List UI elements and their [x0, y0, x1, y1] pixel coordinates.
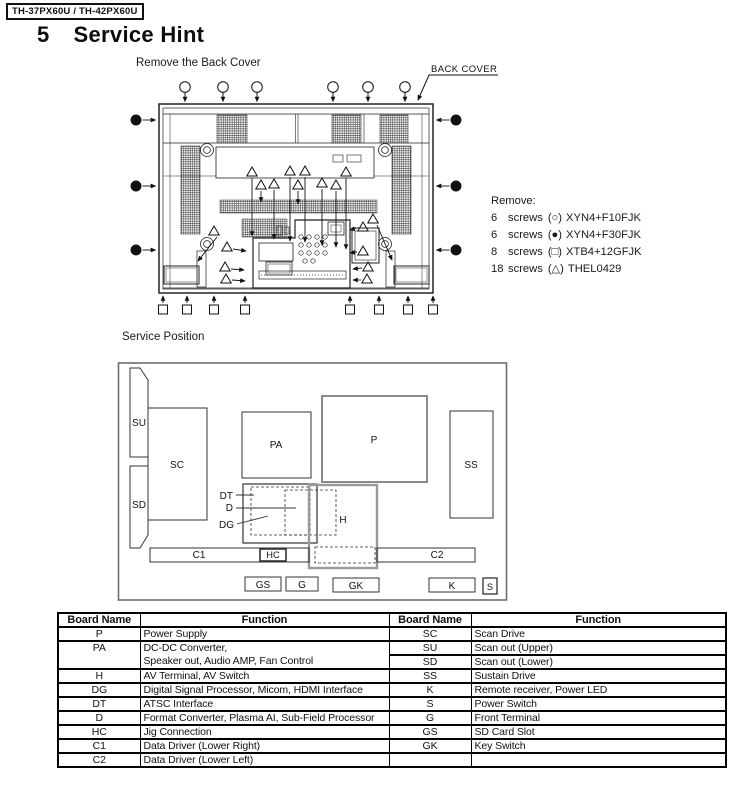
triangle-screw-icon: (△)	[547, 263, 564, 275]
board-name-cell: HC	[58, 725, 140, 739]
function-cell: Scan out (Upper)	[471, 641, 726, 655]
board-c2-dashed	[315, 547, 375, 563]
board-g-label: G	[298, 580, 306, 591]
board-dg-dashed	[285, 490, 336, 535]
board-su	[130, 368, 148, 457]
screw-line	[491, 261, 642, 278]
function-header: Function	[471, 613, 726, 627]
board-dt-dashed	[251, 487, 310, 535]
table-row	[58, 725, 726, 739]
table-row	[58, 739, 726, 753]
screw-part: THEL0429	[567, 263, 622, 275]
board-k-label: K	[448, 581, 456, 592]
board-d-label: D	[225, 503, 233, 514]
function-header: Function	[140, 613, 389, 627]
screw-count: 6	[491, 229, 498, 241]
board-p-label: P	[370, 435, 378, 446]
table-row	[58, 711, 726, 725]
section-title: Service Hint	[73, 22, 205, 47]
page-title	[37, 22, 204, 48]
board-name-cell: SS	[389, 669, 471, 683]
board-sc-label: SC	[170, 460, 184, 471]
board-c2	[377, 548, 475, 562]
leader-lines	[236, 495, 296, 524]
function-cell: AV Terminal, AV Switch	[140, 669, 389, 683]
function-cell: Key Switch	[471, 739, 726, 753]
top-screws-open-circle	[180, 82, 411, 102]
screw-count: 18	[491, 263, 504, 275]
board-name-cell: C1	[58, 739, 140, 753]
screw-line	[491, 210, 642, 227]
board-name-cell: S	[389, 697, 471, 711]
board-name-cell: DT	[58, 697, 140, 711]
screw-part: XTB4+12GFJK	[566, 246, 642, 258]
screw-part: XYN4+F30FJK	[566, 229, 641, 241]
right-shelf-box	[352, 228, 379, 263]
board-s-label: S	[486, 582, 494, 592]
board-dg-label: DG	[219, 520, 234, 531]
board-function-table	[57, 612, 727, 768]
function-line: DC-DC Converter,	[143, 642, 228, 654]
screw-part: XYN4+F10FJK	[566, 212, 641, 224]
function-cell: Scan Drive	[471, 627, 726, 641]
back-cover-callout-label: BACK COVER	[431, 64, 498, 75]
function-cell: ATSC Interface	[140, 697, 389, 711]
back-cover-diagram	[120, 55, 512, 325]
section-number: 5	[37, 22, 50, 47]
board-name-cell: H	[58, 669, 140, 683]
board-name-cell: P	[58, 627, 140, 641]
function-cell: Format Converter, Plasma AI, Sub-Field Processor	[140, 711, 389, 725]
bottom-screws-square	[159, 296, 438, 314]
board-name-cell: K	[389, 683, 471, 697]
back-cover-callout-arrow	[418, 64, 498, 100]
board-h-label: H	[339, 515, 347, 526]
function-cell	[140, 641, 389, 669]
table-row	[58, 627, 726, 641]
board-dt-label: DT	[219, 491, 233, 502]
table-row	[58, 669, 726, 683]
board-name-cell: GK	[389, 739, 471, 753]
table-header-row	[58, 613, 726, 627]
screw-word: screws	[508, 263, 543, 275]
board-c2-label: C2	[430, 550, 444, 561]
service-position-figure-label: Service Position	[122, 331, 205, 343]
function-cell: Power Supply	[140, 627, 389, 641]
screw-word: screws	[508, 212, 543, 224]
board-name-cell: SD	[389, 655, 471, 669]
board-name-cell	[389, 753, 471, 767]
board-name-cell: SC	[389, 627, 471, 641]
board-name-cell: DG	[58, 683, 140, 697]
function-cell: Scan out (Lower)	[471, 655, 726, 669]
screw-line	[491, 227, 642, 244]
board-c1-label: C1	[192, 550, 206, 561]
filled-circle-screw-icon: (●)	[547, 229, 563, 241]
board-name-cell: D	[58, 711, 140, 725]
board-name-cell: GS	[389, 725, 471, 739]
board-hc-label: HC	[266, 550, 280, 560]
board-pa-label: PA	[269, 440, 283, 451]
function-cell: Data Driver (Lower Left)	[140, 753, 389, 767]
remove-screw-list	[491, 193, 642, 278]
service-position-diagram	[116, 350, 511, 605]
board-name-header: Board Name	[389, 613, 471, 627]
function-cell: Sustain Drive	[471, 669, 726, 683]
screw-count: 8	[491, 246, 498, 258]
screw-line	[491, 244, 642, 261]
function-line: Speaker out, Audio AMP, Fan Control	[143, 655, 314, 667]
function-cell: Jig Connection	[140, 725, 389, 739]
function-cell: Digital Signal Processor, Micom, HDMI Interface	[140, 683, 389, 697]
board-name-cell: PA	[58, 641, 140, 669]
board-h	[309, 485, 377, 568]
function-cell: Front Terminal	[471, 711, 726, 725]
board-d	[243, 484, 317, 543]
board-gs-label: GS	[255, 580, 271, 591]
board-c1	[150, 548, 309, 562]
function-cell: SD Card Slot	[471, 725, 726, 739]
board-sd-label: SD	[132, 500, 146, 511]
board-ss-label: SS	[464, 460, 478, 471]
screw-count: 6	[491, 212, 498, 224]
board-gk-label: GK	[348, 581, 364, 592]
screw-word: screws	[508, 229, 543, 241]
table-row	[58, 753, 726, 767]
top-vent-grilles	[217, 115, 408, 143]
table-row	[58, 697, 726, 711]
board-name-cell: G	[389, 711, 471, 725]
function-cell: Remote receiver, Power LED	[471, 683, 726, 697]
board-name-cell: SU	[389, 641, 471, 655]
table-row	[58, 641, 726, 655]
board-name-cell: C2	[58, 753, 140, 767]
table-row	[58, 683, 726, 697]
function-cell: Data Driver (Lower Right)	[140, 739, 389, 753]
diagram-border	[119, 363, 507, 600]
square-screw-icon: (□)	[547, 246, 563, 258]
function-cell	[471, 753, 726, 767]
function-cell: Power Switch	[471, 697, 726, 711]
model-badge: TH-37PX60U / TH-42PX60U	[6, 3, 144, 20]
open-circle-screw-icon: (○)	[547, 212, 563, 224]
screw-word: screws	[508, 246, 543, 258]
board-su-label: SU	[132, 418, 146, 429]
board-name-header: Board Name	[58, 613, 140, 627]
back-cover-figure-label: Remove the Back Cover	[136, 57, 261, 69]
remove-title: Remove:	[491, 195, 536, 207]
